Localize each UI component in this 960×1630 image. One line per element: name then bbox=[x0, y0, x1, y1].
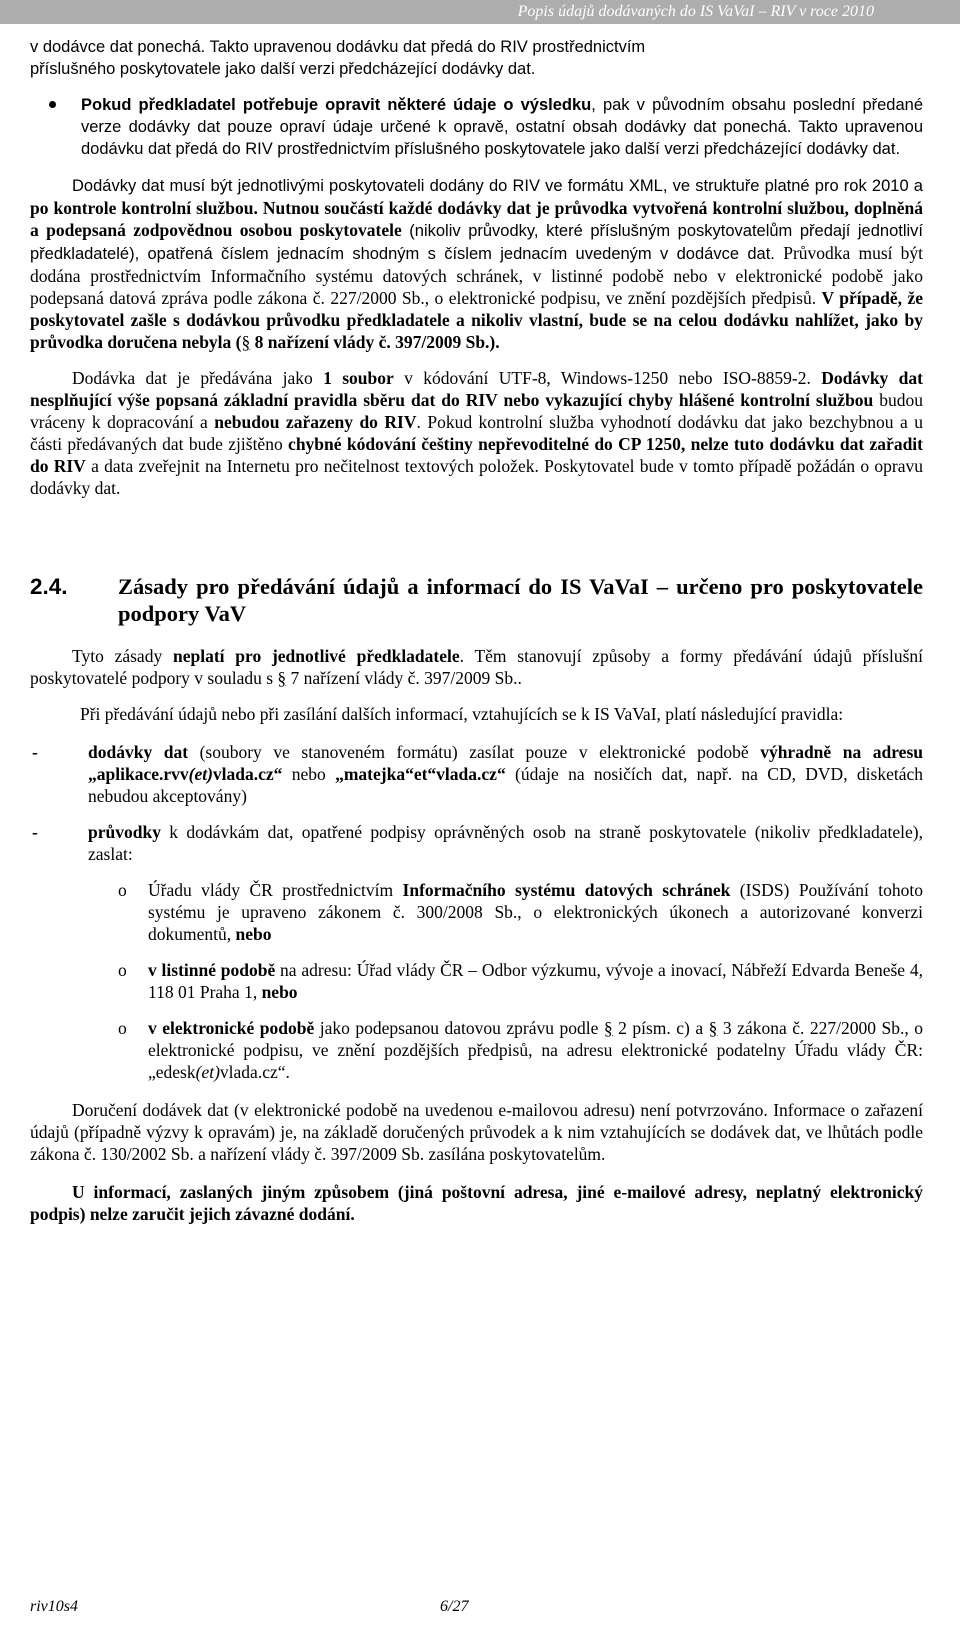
paragraph-encoding: Dodávka dat je předávána jako 1 soubor v kódování UTF-8, Windows-1250 nebo ISO-8859-2. Dodávky dat nesplňující výše popsaná základní pravidla sběru dat do RIV nebo vykazující chyby hlášené kontrolní službou budou vráceny k dopracování a nebudou zařazeny do RIV. Pokud kontrolní služba vyhodnotí dodávku dat jako bezchybnou a u části předávaných dat bude zjištěno chybné kódování češtiny nepřevoditelné do CP 1250, nelze tuto dodávku dat zařadit do RIV a data zveřejnit na Internetu pro nečitelnost textových položek. Poskytovatel bude v tomto případě požádán o opravu dodávky dat. bbox=[30, 368, 924, 498]
list-item-pruvodky: - průvodky k dodávkám dat, opatřené podpisy oprávněných osob na straně poskytovatele (nikoliv předkladatele), zaslat: bbox=[32, 822, 923, 864]
section-number: 2.4. bbox=[30, 574, 68, 599]
paragraph-rules-intro: Při předávání údajů nebo při zasílání dalších informací, vztahujících se k IS VaVaI, platí následující pravidla: bbox=[80, 704, 844, 724]
footer-doc-id: riv10s4 bbox=[30, 1598, 78, 1615]
footer-page-number: 6/27 bbox=[440, 1598, 469, 1615]
bullet-dot-icon bbox=[49, 101, 56, 108]
bullet-item-correction: Pokud předkladatel potřebuje opravit některé údaje o výsledku, pak v původním obsahu poslední předané verze dodávky dat pouze opraví údaje určené k opravě, ostatní obsah dodávky dat ponechá. Takto upravenou dodávku dat předá do RIV prostřednictvím příslušného poskytovatele jako další verzi předcházející dodávky dat. bbox=[30, 94, 923, 160]
circle-marker: o bbox=[118, 1018, 127, 1038]
sublist-item-isds: o Úřadu vlády ČR prostřednictvím Informačního systému datových schránek (ISDS) Používání tohoto systému je upraveno zákonem č. 300/2008 Sb., o elektronických úkonech a autorizované konverzi dokumentů, nebo bbox=[118, 880, 923, 944]
list-item-dodavky: - dodávky dat (soubory ve stanoveném formátu) zasílat pouze v elektronické podobě výhradně na adresu „aplikace.rvv(et)vlada.cz“ nebo „matejka“et“vlada.cz“ (údaje na nosičích dat, např. na CD, DVD, disketách nebudou akceptovány) bbox=[32, 742, 923, 806]
paragraph-xml-format: Dodávky dat musí být jednotlivými poskytovateli dodány do RIV ve formátu XML, ve struktuře platné pro rok 2010 a po kontrole kontrolní službou. Nutnou součástí každé dodávky dat je průvodka vytvořená kontrolní službou, doplněná a podepsaná zodpovědnou osobou poskytovatele (nikoliv průvodky, které příslušným poskytovatelům předají jednotliví předkladatelé), opatřená číslem jednacím shodným s číslem jednacím uvedeným v dodávce dat. Průvodka musí být dodána prostřednictvím Informačního systému datových schránek, v listinné podobě nebo v elektronické podobě jako podepsaná datová zpráva podle zákona č. 227/2000 Sb., o elektronické podpisu, ve znění pozdějších předpisů. V případě, že poskytovatel zašle s dodávkou průvodku předkladatele a nikoliv vlastní, bude se na celou dodávku nahlížet, jako by průvodka doručena nebyla (§ 8 nařízení vlády č. 397/2009 Sb.). bbox=[30, 177, 924, 352]
document-body bbox=[30, 36, 923, 1225]
header-title: Popis údajů dodávaných do IS VaVaI – RIV v roce 2010 bbox=[517, 3, 874, 20]
circle-marker: o bbox=[118, 960, 127, 980]
page-footer bbox=[30, 1596, 930, 1618]
section-title: Zásady pro předávání údajů a informací do IS VaVaI – určeno pro poskytovatele podpory VaV bbox=[118, 574, 923, 626]
paragraph-doruceni: Doručení dodávek dat (v elektronické podobě na uvedenou e-mailovou adresu) není potvrzováno. Informace o zařazení údajů (případně výzvy k opravám) je, na základě doručených průvodek a k nim vztahujících se dodávek dat, ve lhůtách podle zákona č. 130/2002 Sb. a nařízení vlády č. 397/2009 Sb. zasílána poskytovatelům. bbox=[30, 1100, 923, 1164]
dash-marker: - bbox=[32, 742, 38, 762]
page-header bbox=[0, 0, 960, 24]
paragraph-final-warning: U informací, zaslaných jiným způsobem (jiná poštovní adresa, jiné e-mailové adresy, neplatný elektronický podpis) nelze zaručit jejich závazné dodání. bbox=[30, 1182, 923, 1224]
dash-marker: - bbox=[32, 822, 38, 842]
sublist-item-elektronicke: o v elektronické podobě jako podepsanou datovou zprávu podle § 2 písm. c) a § 3 zákona č. 227/2000 Sb., o elektronické podpisu, ve znění pozdějších předpisů, na adresu elektronické podatelny Úřadu vlády ČR: „edesk(et)vlada.cz“. bbox=[118, 1018, 923, 1082]
sublist-item-listinne: o v listinné podobě na adresu: Úřad vlády ČR – Odbor výzkumu, vývoje a inovací, Nábřeží Edvarda Beneše 4, 118 01 Praha 1, nebo bbox=[118, 960, 923, 1002]
paragraph-continuation: v dodávce dat ponechá. Takto upravenou dodávku dat předá do RIV prostřednictvím příslušného poskytovatele jako další verzi předcházející dodávky dat. bbox=[30, 38, 646, 78]
paragraph-tyto-zasady: Tyto zásady neplatí pro jednotlivé předkladatele. Těm stanovují způsoby a formy předávání údajů příslušní poskytovatelé podpory v souladu s § 7 nařízení vlády č. 397/2009 Sb.. bbox=[30, 646, 923, 688]
section-heading bbox=[30, 573, 923, 627]
circle-marker: o bbox=[118, 880, 127, 900]
